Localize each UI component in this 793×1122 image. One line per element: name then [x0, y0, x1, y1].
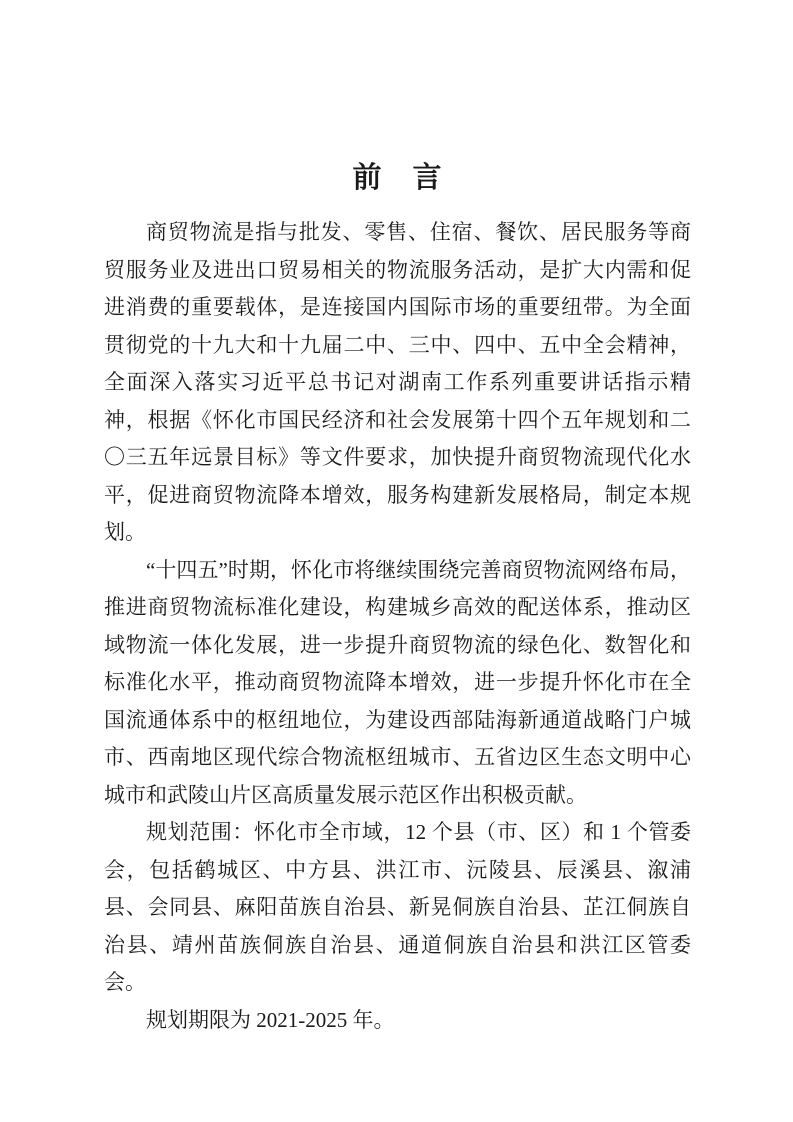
page-title: 前 言	[352, 162, 443, 194]
paragraph-planning-timeframe: 规划期限为 2021-2025 年。	[146, 1007, 395, 1032]
body-text	[104, 214, 691, 1039]
paragraph-intro: 商贸物流是指与批发、零售、住宿、餐饮、居民服务等商贸服务业及进出口贸易相关的物流服务活动，是扩大内需和促进消费的重要载体，是连接国内国际市场的重要纽带。为全面贯彻党的十九大和十九届二中、三中、四中、五中全会精神，全面深入落实习近平总书记对湖南工作系列重要讲话指示精神，根据《怀化市国民经济和社会发展第十四个五年规划和二〇三五年远景目标》等文件要求，加快提升商贸物流现代化水平，促进商贸物流降本增效，服务构建新发展格局，制定本规划。	[104, 220, 691, 544]
paragraph-planning-scope: 规划范围：怀化市全市域，12 个县（市、区）和 1 个管委会，包括鹤城区、中方县、洪江市、沅陵县、辰溪县、溆浦县、会同县、麻阳苗族自治县、新晃侗族自治县、芷江侗族自治县、靖州苗族侗族自治县、通道侗族自治县和洪江区管委会。	[104, 820, 691, 994]
paragraph-plan-period-goals: “十四五”时期，怀化市将继续围绕完善商贸物流网络布局，推进商贸物流标准化建设，构建城乡高效的配送体系，推动区域物流一体化发展，进一步提升商贸物流的绿色化、数智化和标准化水平，推动商贸物流降本增效，进一步提升怀化市在全国流通体系中的枢纽地位，为建设西部陆海新通道战略门户城市、西南地区现代综合物流枢纽城市、五省边区生态文明中心城市和武陵山片区高质量发展示范区作出积极贡献。	[104, 557, 691, 807]
